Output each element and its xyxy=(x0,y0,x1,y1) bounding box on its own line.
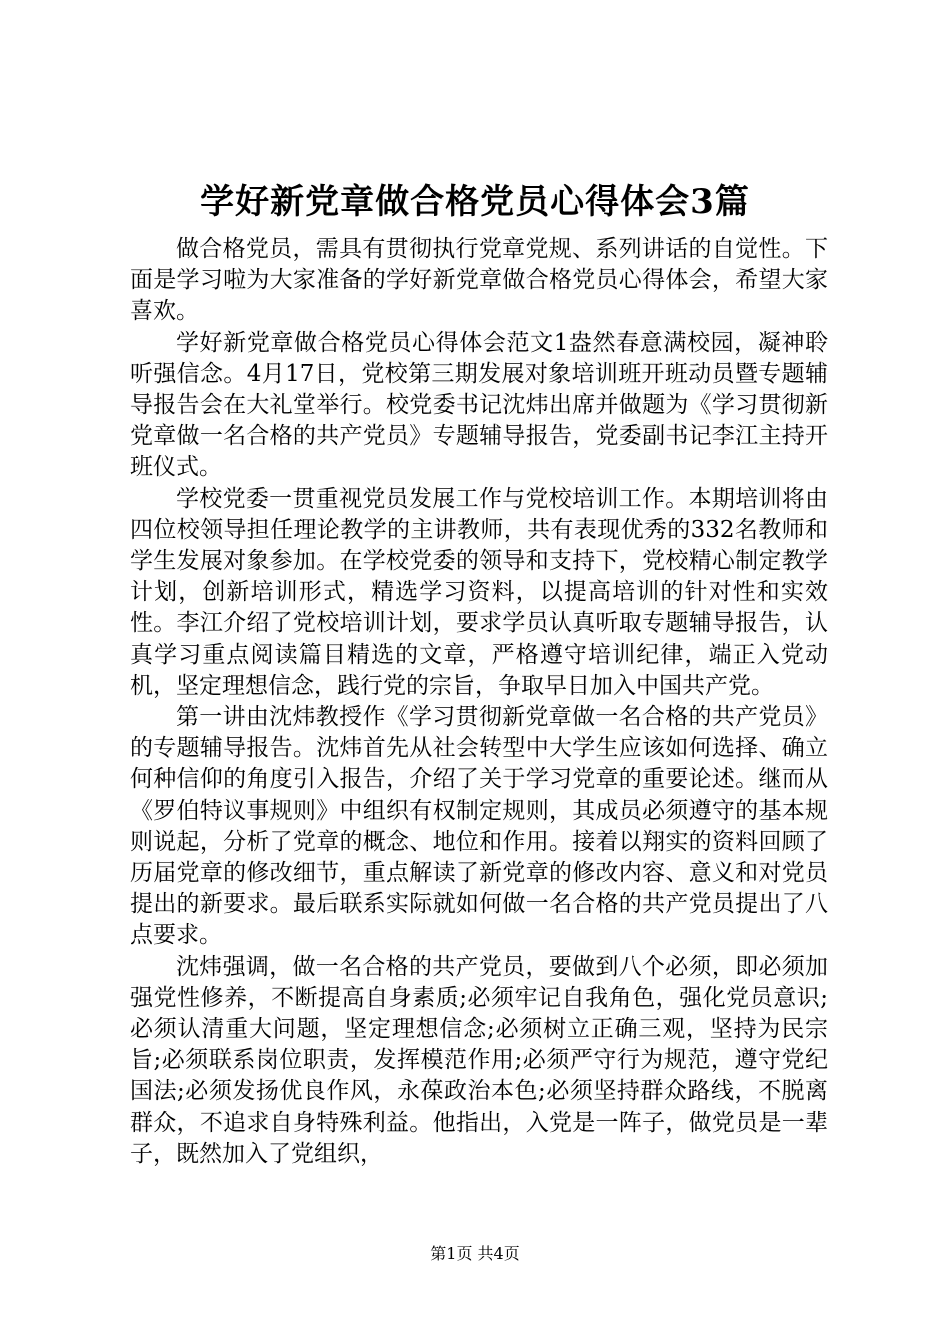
paragraph: 第一讲由沈炜教授作《学习贯彻新党章做一名合格的共产党员》的专题辅导报告。沈炜首先从社会转型中大学生应该如何选择、确立何种信仰的角度引入报告，介绍了关于学习党章的重要论述。继而从《罗伯特议事规则》中组织有权制定规则，其成员必须遵守的基本规则说起，分析了党章的概念、地位和作用。接着以翔实的资料回顾了历届党章的修改细节，重点解读了新党章的修改内容、意义和对党员提出的新要求。最后联系实际就如何做一名合格的共产党员提出了八点要求。 xyxy=(130,704,828,949)
paragraph: 做合格党员，需具有贯彻执行党章党规、系列讲话的自觉性。下面是学习啦为大家准备的学好新党章做合格党员心得体会，希望大家喜欢。 xyxy=(130,236,828,325)
document-body xyxy=(130,234,828,1170)
paragraph: 学好新党章做合格党员心得体会范文1盎然春意满校园，凝神聆听强信念。4月17日，党校第三期发展对象培训班开班动员暨专题辅导报告会在大礼堂举行。校党委书记沈炜出席并做题为《学习贯彻新党章做一名合格的共产党员》专题辅导报告，党委副书记李江主持开班仪式。 xyxy=(130,329,828,481)
page-number-footer: 第1页 共4页 xyxy=(430,1244,520,1263)
paragraph: 沈炜强调，做一名合格的共产党员，要做到八个必须，即必须加强党性修养，不断提高自身素质;必须牢记自我角色，强化党员意识;必须认清重大问题，坚定理想信念;必须树立正确三观，坚持为民宗旨;必须联系岗位职责，发挥模范作用;必须严守行为规范，遵守党纪国法;必须发扬优良作风，永葆政治本色;必须坚持群众路线，不脱离群众，不追求自身特殊利益。他指出，入党是一阵子，做党员是一辈子，既然加入了党组织， xyxy=(130,953,828,1167)
document-title: 学好新党章做合格党员心得体会3篇 xyxy=(200,182,750,222)
paragraph: 学校党委一贯重视党员发展工作与党校培训工作。本期培训将由四位校领导担任理论教学的主讲教师，共有表现优秀的332名教师和学生发展对象参加。在学校党委的领导和支持下，党校精心制定教学计划，创新培训形式，精选学习资料，以提高培训的针对性和实效性。李江介绍了党校培训计划，要求学员认真听取专题辅导报告，认真学习重点阅读篇目精选的文章，严格遵守培训纪律，端正入党动机，坚定理想信念，践行党的宗旨，争取早日加入中国共产党。 xyxy=(130,485,828,699)
